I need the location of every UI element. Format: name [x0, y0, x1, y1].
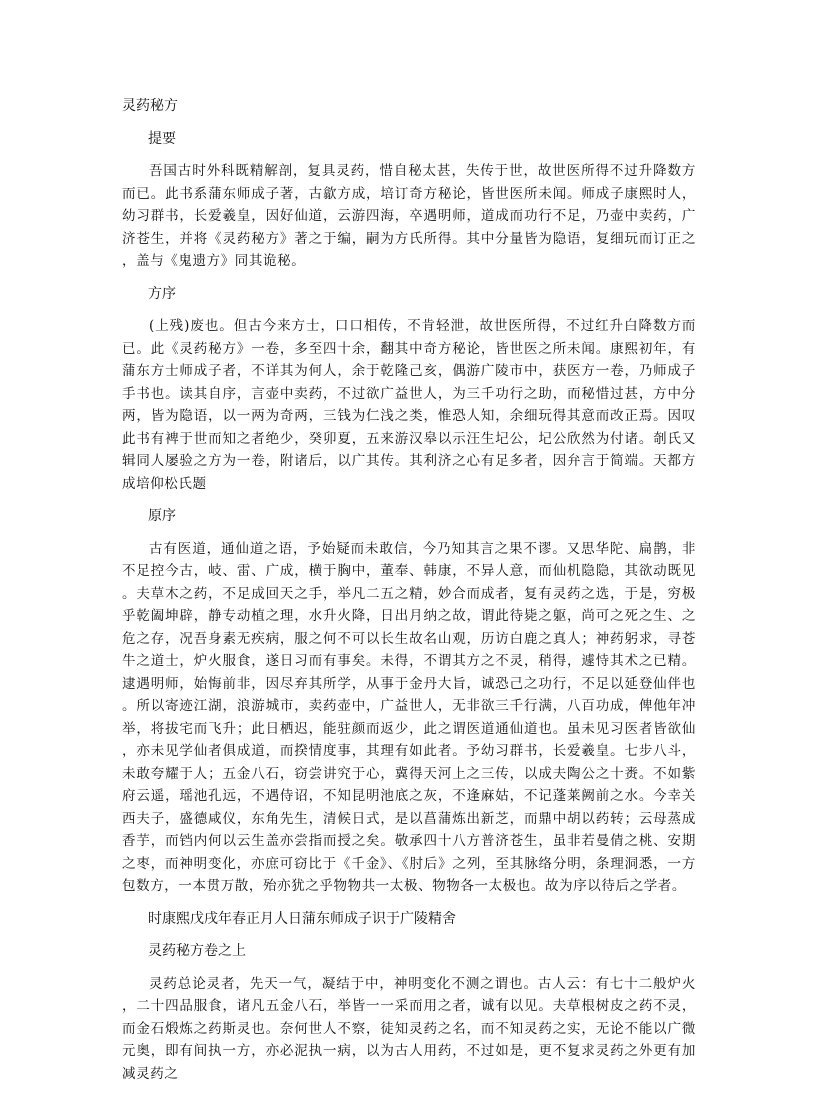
paragraph-yuanxu: 古有医道，通仙道之语，予始疑而未敢信，今乃知其言之果不谬。又思华陀、扁鹊，非不足控今古，岐、雷、广成，横于胸中，董奉、韩康，不异人意，而仙机隐隐，其欲动既见。夫草木之药，不足成回天之手，举凡二五之精，妙合而成者，复有灵药之选，于是，穷极乎乾阖坤辟，静专动植之理，水升火降，日出月纳之故，谓此待毙之躯，尚可之死之生、之危之存，况吾身素无疾病，服之何不可以长生故名山观，历访白鹿之真人；神药躬求，寻苍牛之道士，炉火服食，遂日习而有事矣。未得，不谓其方之不灵，稍得，遽恃其术之已精。逮遇明师，始悔前非，因尽弃其所学，从事于金丹大旨，诚恐己之功行，不足以延登仙伴也。所以寄迹江湖，浪游城市，卖药壶中，广益世人，无非欲三千行满，八百功成，俾他年冲举，将拔宅而飞升；此日栖迟，能驻颜而返少，此之谓医道通仙道也。虽未见习医者皆欲仙，亦未见学仙者俱成道，而揆情度事，其理有如此者。予幼习群书，长爱羲皇。七步八斗，未敢夸耀于人；五金八石，窃尝讲究于心，冀得天河上之三传，以成夫陶公之十赉。不如紫府云遥，瑶池孔远，不遇侍诏，不知昆明池底之灰，不逢麻姑，不记蓬莱阙前之水。今幸关西夫子，盛德咸仪，东角先生，清候日式，是以菖蒲炼出新芝，而鼎中胡以药转；云母蒸成香芋，而铛内何以云生盖亦尝指而授之矣。敬承四十八方普济苍生，虽非若曼倩之桃、安期之枣，而神明变化，亦庶可窃比于《千金》、《肘后》之列，至其脉络分明，条理洞悉，一方包数方，一本贯万散，殆亦犹之乎物物共一太极、物物各一太极也。故为序以待后之学者。 — [122, 540, 696, 894]
section-heading-yuanxu: 原序 — [148, 508, 176, 524]
paragraph-general-discussion: 灵药总论灵者，先天一气，凝结于中，神明变化不测之谓也。古人云：有七十二般炉火，二十四品服食，诸凡五金八石，举皆一一采而用之者，诚有以见。夫草根树皮之药不灵，而金石煅炼之药斯灵也。奈何世人不察，徒知灵药之名，而不知灵药之实，无论不能以广微元奥，即有间执一方，亦必泥执一病，以为古人用药，不过如是，更不复求灵药之外更有加减灵药之 — [122, 975, 696, 1082]
document-title: 灵药秘方 — [122, 98, 178, 114]
paragraph-fangxu: (上残)废也。但古今来方士，口口相传，不肯轻泄，故世医所得，不过红升白降数方而已。此《灵药秘方》一卷，多至四十余，翻其中奇方秘论，皆世医之所未闻。康熙初年，有蒲东方士师成子者，不详其为何人，余于乾隆己亥，偶游广陵市中，获医方一卷，乃师成子手书也。读其自序，言壶中卖药，不过欲广益世人，为三千功行之助，而秘惜过甚，方中分两，皆为隐语，以一两为奇两，三钱为仁浅之类，惟恐人知，余细玩得其意而改正焉。因叹此书有裨于世而知之者绝少，癸卯夏，五来游汉皋以示汪生圮公，圮公欣然为付诸。剞氏又辑同人屡验之方为一卷，附诸后，以广其传。其利济之心有足多者，因弁言于简端。天都方成培仰松氏题 — [122, 318, 696, 492]
section-heading-fangxu: 方序 — [148, 285, 176, 302]
section-heading-volume-one: 灵药秘方卷之上 — [148, 943, 246, 959]
paragraph-tiyao: 吾国古时外科既精解剖，复具灵药，惜自秘太甚，失传于世，故世医所得不过升降数方而已。此书系蒲东师成子著，古歙方成，培订奇方秘论，皆世医所未闻。师成子康熙时人，幼习群书，长爱羲皇，因好仙道，云游四海，卒遇明师，道成而功行不足，乃壶中卖药，广济苍生，并将《灵药秘方》著之于编，嗣为方氏所得。其中分量皆为隐语，复细玩而订正之，盖与《鬼遗方》同其诡秘。 — [122, 163, 696, 269]
preface-signature: 时康熙戊戌年春正月人日蒲东师成子识于广陵精舍 — [148, 910, 456, 927]
document-page — [122, 95, 696, 1095]
section-heading-tiyao: 提要 — [148, 130, 176, 147]
